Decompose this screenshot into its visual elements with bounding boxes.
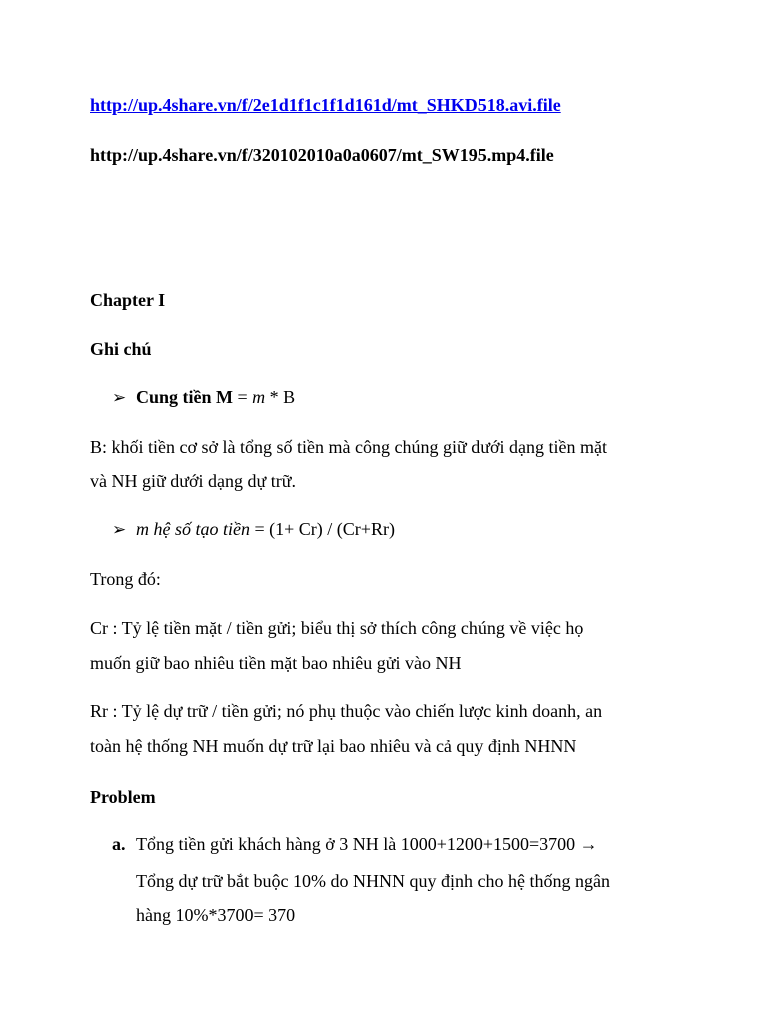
item-a-letter: a. (112, 834, 126, 854)
item-a-line-3: hàng 10%*3700= 370 (136, 905, 296, 925)
multiplier-formula: = (1+ Cr) / (Cr+Rr) (254, 519, 395, 539)
para-rr-line-1: Rr : Tỷ lệ dự trữ / tiền gửi; nó phụ thuộc vào chiến lược kinh doanh, an (90, 701, 603, 721)
bullet-multiplier (112, 518, 395, 541)
para-b-line-1: B: khối tiền cơ sở là tổng số tiền mà công chúng giữ dưới dạng tiền mặt (90, 437, 607, 457)
item-a-line-1-text: Tổng tiền gửi khách hàng ở 3 NH là 1000+1200+1500=3700 (136, 834, 580, 854)
formula-rest: * B (265, 387, 296, 407)
download-link-2: http://up.4share.vn/f/320102010a0a0607/mt_SW195.mp4.file (90, 145, 554, 165)
para-rr-line-2: toàn hệ thống NH muốn dự trữ lại bao nhiêu và cả quy định NHNN (90, 736, 577, 756)
equals-text: = (233, 387, 253, 407)
item-a-line-1 (136, 833, 598, 855)
download-link-1[interactable]: http://up.4share.vn/f/2e1d1f1c1f1d161d/mt_SHKD518.avi.file (90, 95, 561, 115)
multiplier-label: m hệ số tạo tiền (136, 519, 255, 539)
bullet-money-supply (112, 386, 295, 409)
chapter-title: Chapter I (90, 290, 166, 310)
arrow-bullet-icon: ➢ (112, 388, 127, 407)
trong-do-text: Trong đó: (90, 569, 161, 589)
para-b-line-2: và NH giữ dưới dạng dự trữ. (90, 471, 297, 491)
m-symbol: m (252, 387, 266, 407)
right-arrow-icon: → (579, 834, 598, 854)
money-supply-label: Cung tiền M (136, 387, 234, 407)
para-cr-line-1: Cr : Tỷ lệ tiền mặt / tiền gửi; biểu thị sở thích công chúng về việc họ (90, 618, 584, 638)
item-a-line-2: Tổng dự trữ bắt buộc 10% do NHNN quy định cho hệ thống ngân (136, 871, 610, 891)
arrow-bullet-icon: ➢ (112, 520, 127, 539)
para-cr-line-2: muốn giữ bao nhiêu tiền mặt bao nhiêu gửi vào NH (90, 653, 462, 673)
section-title: Ghi chú (90, 339, 152, 359)
problem-title: Problem (90, 787, 156, 807)
